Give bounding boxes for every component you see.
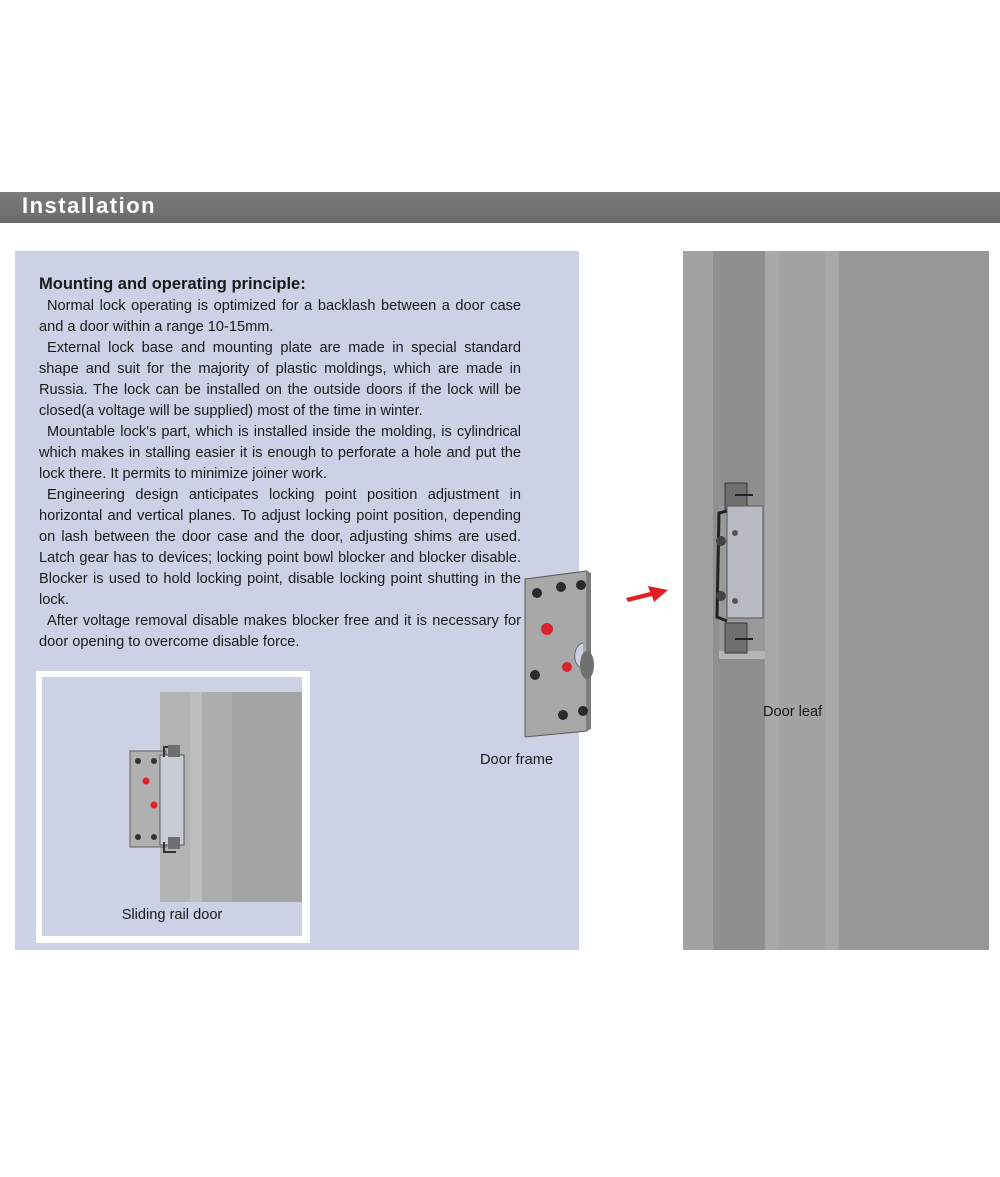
arrow-right-icon bbox=[624, 582, 670, 604]
section-title: Installation bbox=[22, 193, 157, 218]
sliding-rail-door-illustration bbox=[42, 677, 302, 936]
paragraph-backlash: Normal lock operating is optimized for a backlash between a door case and a door within a range 10-15mm. bbox=[39, 298, 521, 335]
paragraph-engineering: Engineering design anticipates locking point position adjustment in horizontal and vertical planes. To adjust locking point position, depending on lash between the door case and the door, adjusting shims are used. Latch gear has to devices; locking point bowl blocker and blocker disable. Blocker is used to hold locking point, disable locking point shutting in the lock. bbox=[39, 487, 521, 608]
sliding-rail-door-figure bbox=[36, 671, 310, 943]
door-leaf-label: Door leaf bbox=[763, 704, 823, 720]
description-panel bbox=[15, 251, 579, 950]
paragraph-voltage-removal: After voltage removal disable makes blocker free and it is necessary for door opening to overcome disable force. bbox=[39, 613, 521, 650]
door-frame-plate-illustration bbox=[521, 565, 595, 741]
section-banner bbox=[0, 192, 1000, 223]
door-frame-label: Door frame bbox=[480, 752, 553, 768]
paragraph-base-plate: External lock base and mounting plate are made in special standard shape and suit for the majority of plastic moldings, which are made in Russia. The lock can be installed on the outside doors if the lock will be closed(a voltage will be supplied) most of the time in winter. bbox=[39, 340, 521, 419]
description-body bbox=[39, 296, 521, 653]
door-leaf-illustration bbox=[683, 251, 989, 950]
paragraph-mountable-part: Mountable lock's part, which is installed inside the molding, is cylindrical which makes in stalling easier it is enough to perforate a hole and put the lock there. It permits to minimize joiner work. bbox=[39, 424, 521, 482]
description-heading: Mounting and operating principle: bbox=[39, 275, 306, 293]
sliding-rail-door-label: Sliding rail door bbox=[121, 907, 223, 923]
